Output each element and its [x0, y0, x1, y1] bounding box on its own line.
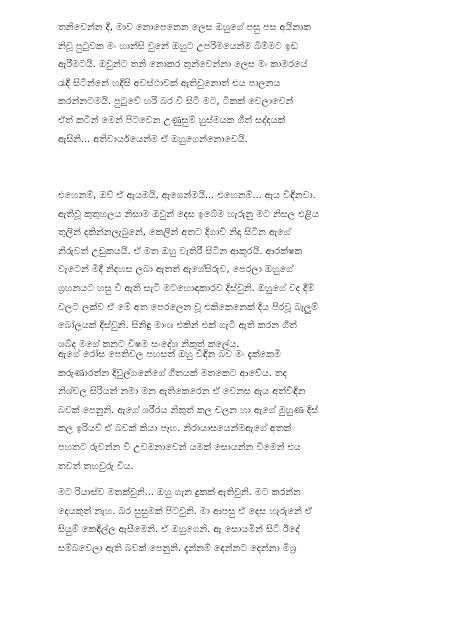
text-line: දෙයකුත් නැහ. බර සුසුමක් පිටවුනි. මා ආපසු ඒ දෙස හැරුනේ ඒ	[58, 505, 312, 517]
text-line: ග්‍රහනයට හසු වී ඇති සැටි මටහොඳාකාරව දිස්වුනි. ඔහුගේ වද දීම්	[58, 282, 315, 294]
paragraph-2	[58, 187, 410, 354]
paragraph-4	[58, 484, 410, 558]
text-line: තවත් තහවුරු විය.	[58, 460, 134, 472]
text-line: සියුම් කෙඳිල්ල ඇසීමෙනි. ඒ ඔහුගෙනි. ඇ සොයමින් සිටි ඊදේ	[58, 524, 300, 536]
text-line: ඇතිවූ කුතුහලය නිසාම ඔවුන් දෙස ඉබේම හැරුනු මට නිසල එළිය	[58, 208, 319, 220]
text-line: කල ඉරියව් ඒ බවක් කියා පෑහ. නිරායාසයෙන්මඇගේ අතක්	[58, 423, 292, 435]
text-line: නිවූ පුටුවක මං හාන්සි වුනේ ඔහුට උපරිමයෙන්ම බිම්මට ඉඩ	[58, 40, 298, 52]
text-line: ඒත් කටින් මෙන් පිටවෙන උණුසුම් හුස්මයක ගීත් සද්දයක්	[58, 114, 286, 126]
text-line: වැටෙන් මිදී නිදහස ලබා ඇතත් ඇගේසිරුව, පෙරලා ඔහුගේ	[58, 264, 293, 276]
text-line: ඇසිනි... අතිවාර්යයෙන්ම ඒ ඔහුගෙන්නොවෙයි.	[58, 133, 248, 145]
text-line: සම්බවෙලා ඇති බවක් පෙනුනි. දැන්නම් දෙන්නට දෙන්නා මිශ්‍ර	[58, 542, 297, 554]
text-line: බවක් පෙනුනි. ඇගේ ශරීරය නිකුත් කල චලන හා ඇගේ මුහුණ දිස්	[58, 404, 319, 416]
text-line: මට රියාස්ව මතක්වුනි... ඔහු ගැන දුකක් ඇතිවුනි. මට කරන්න	[58, 487, 301, 498]
text-line: නිරුවත් උඩුකයයි. ඒ මත ඔහු වැතිරී සිටින ආකූරයි. ආරක්ෂක	[58, 245, 303, 257]
text-line: තනිවෙන්න දී, මාව නොපෙනෙන ලෙස ඔහුගේ පසු පස අයිනාක	[58, 22, 312, 33]
text-line: රැඳී සිටින්නේ හදිසි අවස්ථාවක් ඇතිවුනොත් එය පාලනය	[58, 77, 281, 89]
text-line: ඇගේ රෝස පෙතිවල පහසත් ඔහු විඳින බව මං දැක්කෙමි	[58, 349, 281, 360]
text-line: වලට ලක්ව ඒ මේ අත පෙරලෙන වූ එකිකෙනෙක් දිය පිරවූ බැලුම්	[58, 301, 319, 313]
paragraph-1	[58, 19, 410, 149]
text-line: කරුණාරත්න දිවුල්ගනේගේ ගීතයක් මතකෙට ආවේය. තද	[58, 367, 287, 379]
text-line: කරන්නටමයි. පුටුවේ හරි බර වී සිටි මට, ටිකක් වෙලාවෙන්	[58, 96, 294, 108]
text-line: බෝලයක් දිස්වුනි. සිනිඳු මාංශ එකින් එක් ගැටී ඇති කරන ගීත්	[58, 320, 297, 332]
text-line: පහතට රුවන්න වී උවමනාවෙන් යමක් සොයන්න වීමෙන් එය	[58, 441, 301, 453]
text-line: ශබ්ද මගේ කනට විෂම සංදේශ නිකුත් කලේය.	[58, 338, 240, 350]
text-line: එහෙනම්, ඔව් ඒ ඇයමයි, ඇගෙන්මයි... එහෙනම්... ඇය විඳිනවා.	[58, 190, 316, 201]
text-line: ඇරීමටයි. ඔවුන්ට තනි නොකර තුන්වෙන්නා ලෙස මං කාමරයේ	[58, 59, 308, 71]
text-line: තුලින් දකින්නලැබුනේ, කෙලින් අතට දිගාවී නිදා සිටින ඇගේ	[58, 227, 291, 239]
paragraph-3	[58, 346, 410, 476]
text-line: නිශ්චල සිරියත් නමා මන ඇතිකෙරෙන ඒ වෙනස ඇය අත්විඳින	[58, 386, 306, 398]
